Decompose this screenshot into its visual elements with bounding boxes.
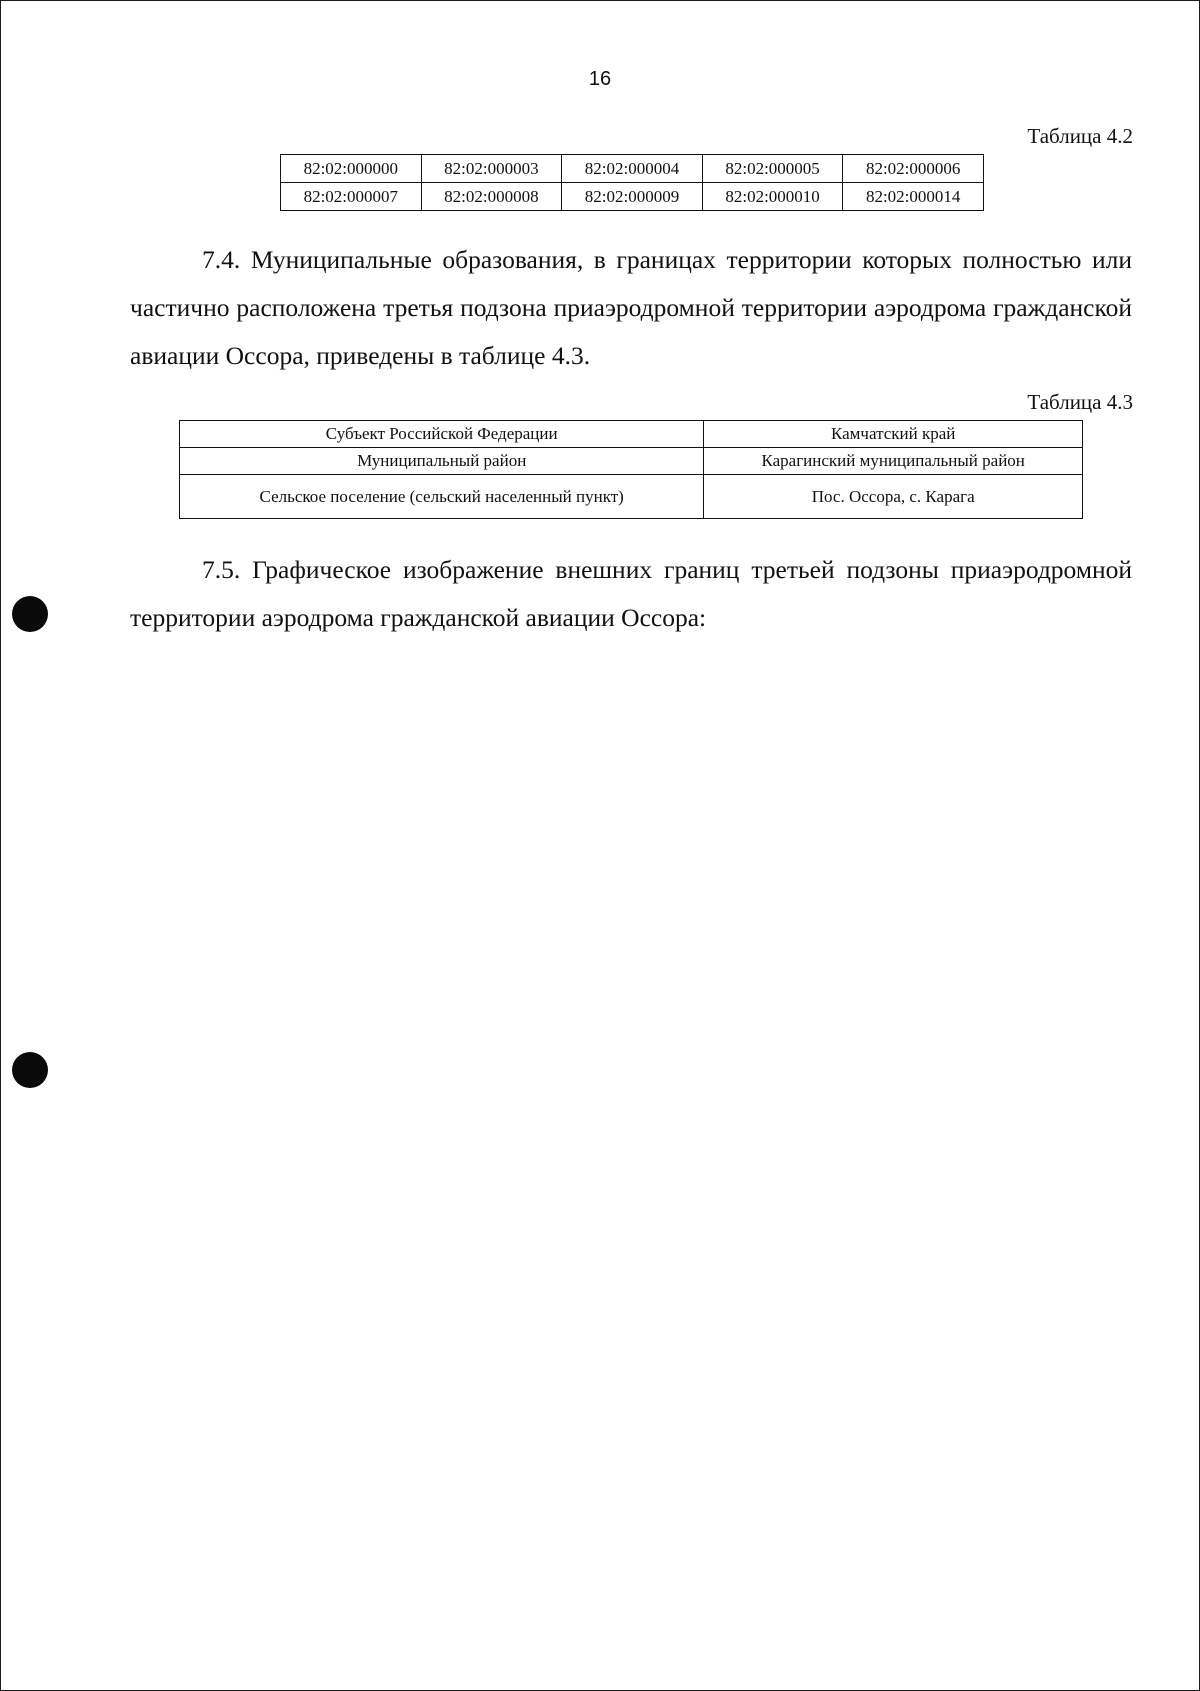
table-cell: 82:02:000007 [281, 183, 422, 211]
table-cell: 82:02:000004 [562, 155, 703, 183]
page-number: 16 [588, 68, 612, 90]
table-row [180, 421, 1083, 448]
table-cell: 82:02:000000 [281, 155, 422, 183]
table-cell: Пос. Оссора, с. Карага [704, 475, 1083, 519]
table-row [180, 448, 1083, 475]
table-cell: 82:02:000005 [702, 155, 843, 183]
table-4-3-caption: Таблица 4.3 [1027, 390, 1133, 414]
paragraph-number: 7.5. [202, 555, 241, 584]
table-cell: 82:02:000006 [843, 155, 984, 183]
table-4-2-caption: Таблица 4.2 [1027, 124, 1133, 148]
punch-hole [12, 1052, 48, 1088]
paragraph-7-5 [130, 546, 1132, 642]
table-cell: Муниципальный район [180, 448, 704, 475]
table-cell: 82:02:000003 [421, 155, 562, 183]
punch-hole [12, 596, 48, 632]
table-4-2 [280, 154, 984, 211]
paragraph-7-4 [130, 236, 1132, 380]
paragraph-text: Графическое изображение внешних границ третьей подзоны приаэродромной территории аэродрома гражданской авиации Оссора: [130, 555, 1132, 632]
table-cell: Сельское поселение (сельский населенный пункт) [180, 475, 704, 519]
table-row [281, 183, 984, 211]
table-cell: Камчатский край [704, 421, 1083, 448]
table-row [281, 155, 984, 183]
table-cell: 82:02:000008 [421, 183, 562, 211]
paragraph-number: 7.4. [202, 245, 241, 274]
table-cell: 82:02:000009 [562, 183, 703, 211]
table-cell: 82:02:000010 [702, 183, 843, 211]
table-cell: Карагинский муниципальный район [704, 448, 1083, 475]
table-row [180, 475, 1083, 519]
table-cell: Субъект Российской Федерации [180, 421, 704, 448]
paragraph-text: Муниципальные образования, в границах территории которых полностью или частично расположена третья подзона приаэродромной территории аэродрома гражданской авиации Оссора, приведены в таблице 4.3. [130, 245, 1133, 370]
table-4-3 [179, 420, 1083, 519]
table-cell: 82:02:000014 [843, 183, 984, 211]
